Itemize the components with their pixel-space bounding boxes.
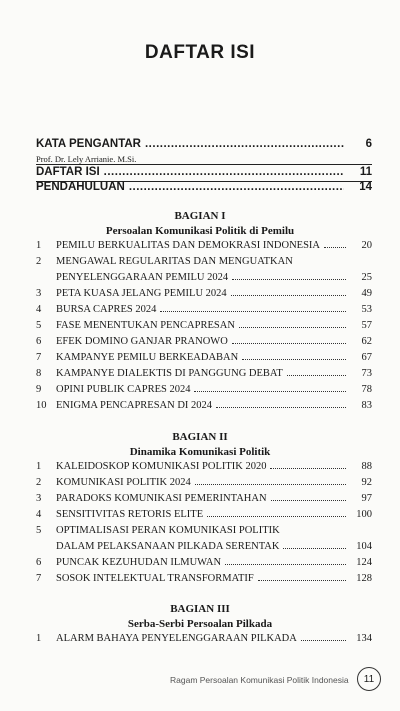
entry-title-continued: PENYELENGGARAAN PEMILU 2024 [56,272,229,283]
dot-leader [271,500,346,501]
entry-page: 78 [361,384,372,395]
section-subtitle: Dinamika Komunikasi Politik [129,446,271,458]
dot-leader [301,640,346,641]
entry-number: 9 [36,384,42,395]
dot-leader [207,516,346,517]
running-footer: Ragam Persoalan Komunikasi Politik Indonesia [170,675,349,685]
dot-leader [145,138,344,150]
toc-entry[interactable] [36,304,372,315]
front-label: PENDAHULUAN [36,181,125,193]
dot-leader [194,391,346,392]
dot-leader [216,407,346,408]
entry-title: OPINI PUBLIK CAPRES 2024 [56,384,191,395]
entry-title: FASE MENENTUKAN PENCAPRESAN [56,320,235,331]
toc-entry[interactable] [36,400,372,411]
toc-entry[interactable] [36,633,372,644]
dot-leader [232,343,346,344]
toc-entry[interactable] [36,368,372,379]
entry-title: BURSA CAPRES 2024 [56,304,157,315]
entry-number: 2 [36,477,42,488]
section-heading: BAGIAN III [170,603,230,615]
dot-leader [324,247,346,248]
toc-entry[interactable] [36,352,372,363]
toc-entry-continuation[interactable] [36,541,372,552]
author-name: Prof. Dr. Lely Arrianie. M.Si. [36,154,137,164]
entry-number: 3 [36,288,42,299]
entry-title: ENIGMA PENCAPRESAN DI 2024 [56,400,213,411]
front-page: 14 [359,181,372,193]
entry-page: 83 [361,400,372,411]
dot-leader [231,295,346,296]
dot-leader [129,181,344,193]
entry-page: 62 [361,336,372,347]
toc-entry[interactable] [36,493,372,504]
dot-leader [283,548,346,549]
entry-page: 73 [361,368,372,379]
entry-number: 10 [36,400,47,411]
page-number-badge: 11 [357,667,381,691]
entry-title: OPTIMALISASI PERAN KOMUNIKASI POLITIK [56,525,280,536]
toc-entry[interactable] [36,477,372,488]
front-page: 6 [365,138,372,150]
dot-leader [232,279,346,280]
entry-page: 20 [361,240,372,251]
dot-leader [104,166,344,178]
entry-page: 53 [361,304,372,315]
entry-title: ALARM BAHAYA PENYELENGGARAAN PILKADA [56,633,297,644]
entry-number: 4 [36,509,42,520]
toc-entry[interactable] [36,336,372,347]
entry-number: 1 [36,461,42,472]
entry-page: 57 [361,320,372,331]
toc-entry[interactable] [36,557,372,568]
entry-page: 97 [361,493,372,504]
front-label: DAFTAR ISI [36,166,100,178]
entry-page: 124 [356,557,372,568]
entry-title: PARADOKS KOMUNIKASI PEMERINTAHAN [56,493,267,504]
front-page: 11 [359,166,372,178]
entry-title: PUNCAK KEZUHUDAN ILMUWAN [56,557,222,568]
entry-number: 1 [36,633,42,644]
entry-title: KOMUNIKASI POLITIK 2024 [56,477,191,488]
entry-number: 2 [36,256,42,267]
entry-page: 25 [361,272,372,283]
entry-page: 92 [361,477,372,488]
dot-leader [195,484,346,485]
toc-entry[interactable] [36,509,372,520]
toc-entry[interactable] [36,320,372,331]
dot-leader [160,311,346,312]
entry-number: 4 [36,304,42,315]
entry-number: 5 [36,320,42,331]
entry-page: 100 [356,509,372,520]
entry-title: EFEK DOMINO GANJAR PRANOWO [56,336,228,347]
entry-title: MENGAWAL REGULARITAS DAN MENGUATKAN [56,256,293,267]
entry-number: 7 [36,352,42,363]
toc-entry[interactable] [36,240,372,251]
page-title: DAFTAR ISI [144,42,256,63]
section-subtitle: Serba-Serbi Persoalan Pilkada [127,618,273,630]
front-label: KATA PENGANTAR [36,138,141,150]
dot-leader [242,359,346,360]
entry-page: 128 [356,573,372,584]
dot-leader [225,564,346,565]
entry-page: 88 [361,461,372,472]
entry-title: KAMPANYE DIALEKTIS DI PANGGUNG DEBAT [56,368,283,379]
entry-title: PETA KUASA JELANG PEMILU 2024 [56,288,227,299]
toc-entry[interactable] [36,288,372,299]
entry-number: 1 [36,240,42,251]
entry-title-continued: DALAM PELAKSANAAN PILKADA SERENTAK [56,541,280,552]
entry-page: 104 [356,541,372,552]
toc-front-kata-pengantar[interactable] [36,138,372,150]
entry-title: KAMPANYE PEMILU BERKEADABAN [56,352,239,363]
entry-title: SOSOK INTELEKTUAL TRANSFORMATIF [56,573,254,584]
toc-entry[interactable] [36,525,372,536]
toc-front-daftar-isi[interactable] [36,166,372,178]
dot-leader [239,327,346,328]
dot-leader [287,375,346,376]
toc-entry-continuation[interactable] [36,272,372,283]
toc-entry[interactable] [36,256,372,267]
toc-entry[interactable] [36,461,372,472]
entry-number: 8 [36,368,42,379]
toc-front-pendahuluan[interactable] [36,181,372,193]
dot-leader [270,468,346,469]
dot-leader [258,580,346,581]
entry-title: PEMILU BERKUALITAS DAN DEMOKRASI INDONESIA [56,240,320,251]
entry-number: 6 [36,557,42,568]
section-subtitle: Persoalan Komunikasi Politik di Pemilu [105,225,295,237]
entry-page: 134 [356,633,372,644]
entry-number: 6 [36,336,42,347]
entry-title: SENSITIVITAS RETORIS ELITE [56,509,204,520]
divider [36,164,372,165]
toc-entry[interactable] [36,573,372,584]
entry-number: 5 [36,525,42,536]
toc-entry[interactable] [36,384,372,395]
entry-page: 67 [361,352,372,363]
entry-number: 3 [36,493,42,504]
entry-title: KALEIDOSKOP KOMUNIKASI POLITIK 2020 [56,461,267,472]
section-heading: BAGIAN II [172,431,228,443]
entry-number: 7 [36,573,42,584]
entry-page: 49 [361,288,372,299]
section-heading: BAGIAN I [174,210,226,222]
